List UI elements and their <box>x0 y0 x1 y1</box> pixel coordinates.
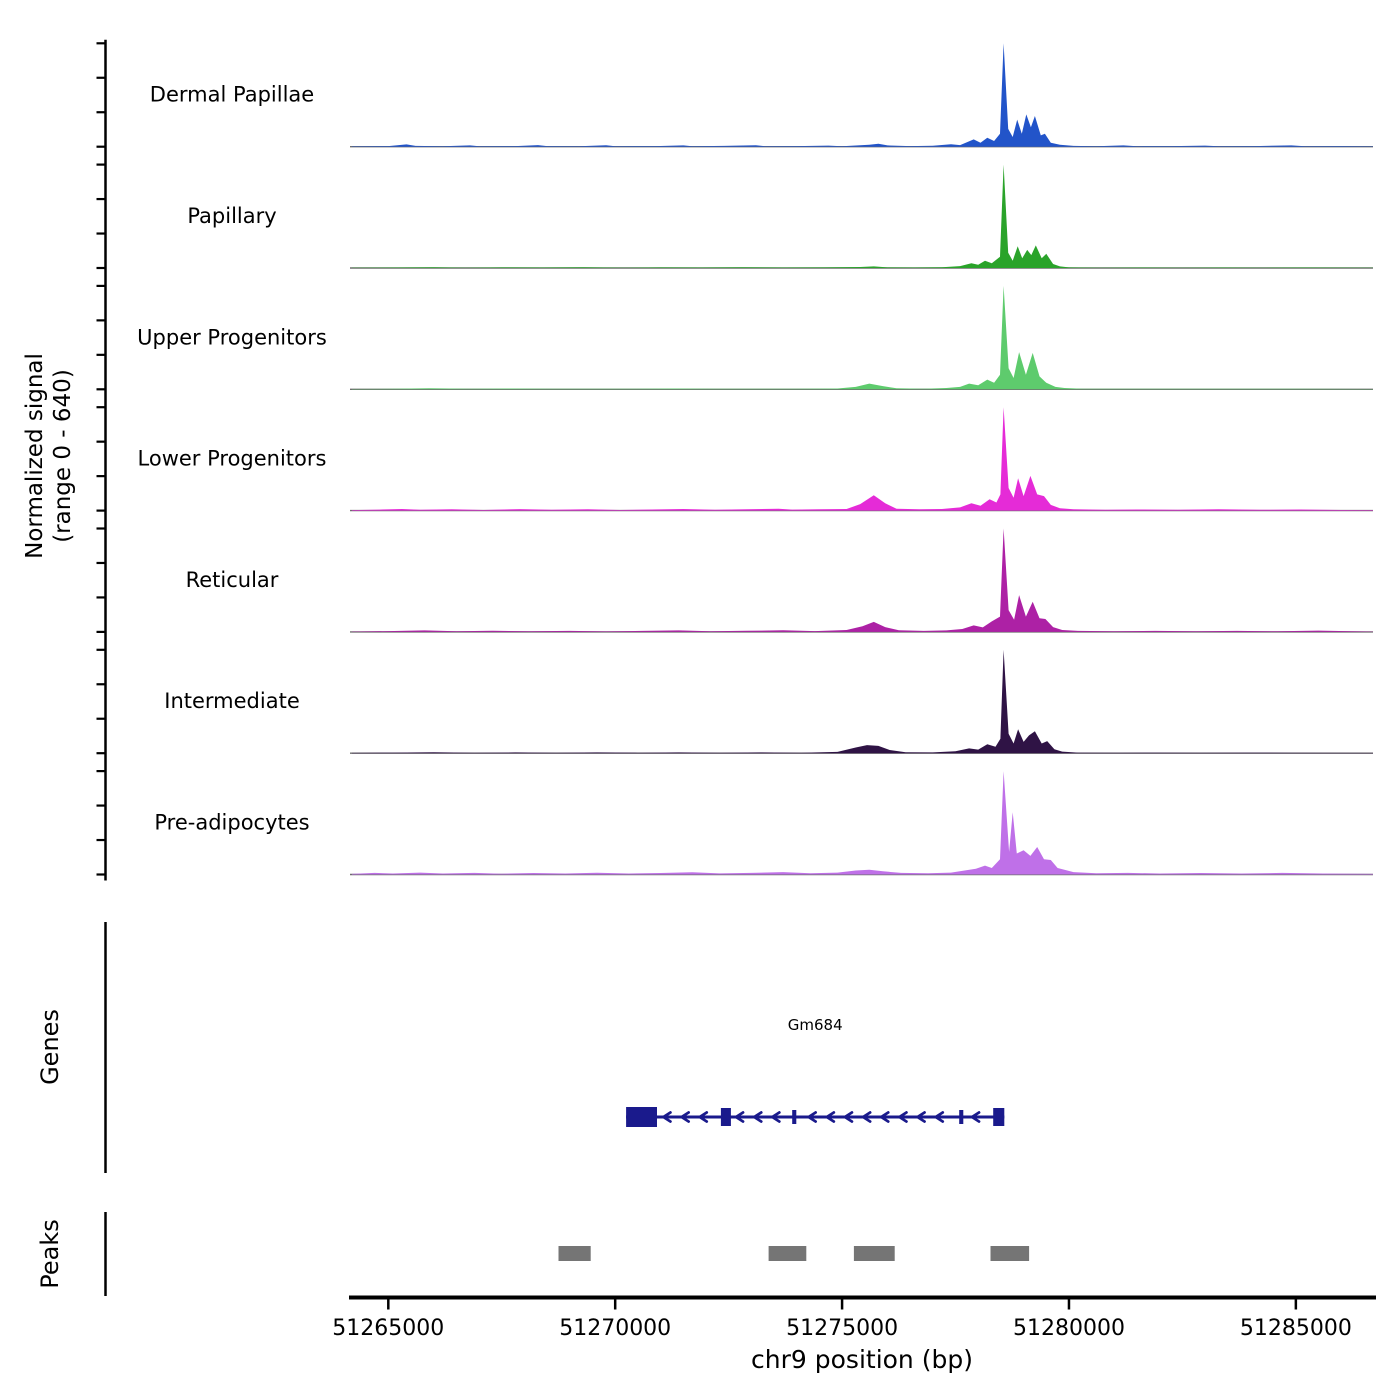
track-label-papillary: Papillary <box>187 204 277 228</box>
signal-track-area-lower-progenitors <box>352 407 1373 510</box>
plot-dynamic-layer <box>97 40 1377 1341</box>
x-tick-label: 51285000 <box>1239 1316 1352 1341</box>
signal-track-area-papillary <box>352 165 1373 268</box>
track-label-lower-progenitors: Lower Progenitors <box>137 446 327 471</box>
peak-region-box <box>559 1246 591 1261</box>
track-label-upper-progenitors: Upper Progenitors <box>137 325 327 350</box>
signal-track-area-pre-adipocytes <box>352 771 1373 874</box>
peak-region-box <box>769 1246 807 1261</box>
x-tick-label: 51270000 <box>559 1316 672 1341</box>
y-axis-label-line2: (range 0 - 640) <box>50 369 76 543</box>
peak-region-box <box>854 1246 895 1261</box>
gene-exon <box>792 1110 796 1124</box>
peak-region-box <box>991 1246 1030 1261</box>
gene-exon <box>993 1108 1004 1126</box>
track-label-pre-adipocytes: Pre-adipocytes <box>154 810 310 835</box>
signal-track-area-intermediate <box>352 650 1373 753</box>
y-axis-label-line1: Normalized signal <box>22 353 48 559</box>
track-label-reticular: Reticular <box>185 567 279 592</box>
track-label-dermal-papillae: Dermal Papillae <box>149 82 315 107</box>
signal-track-area-upper-progenitors <box>352 286 1373 389</box>
signal-track-area-reticular <box>352 529 1373 632</box>
gene-exon <box>721 1108 731 1126</box>
gene-label: Gm684 <box>787 1016 843 1034</box>
gene-exon <box>959 1110 963 1124</box>
x-axis-title: chr9 position (bp) <box>751 1345 973 1374</box>
peaks-section-label: Peaks <box>36 1219 64 1289</box>
x-tick-label: 51280000 <box>1013 1316 1125 1341</box>
x-tick-label: 51275000 <box>786 1316 899 1341</box>
gene-exon <box>626 1107 657 1127</box>
genes-section-label: Genes <box>36 1009 64 1085</box>
signal-track-area-dermal-papillae <box>352 43 1373 146</box>
track-label-intermediate: Intermediate <box>164 689 300 714</box>
x-tick-label: 51265000 <box>332 1316 445 1341</box>
